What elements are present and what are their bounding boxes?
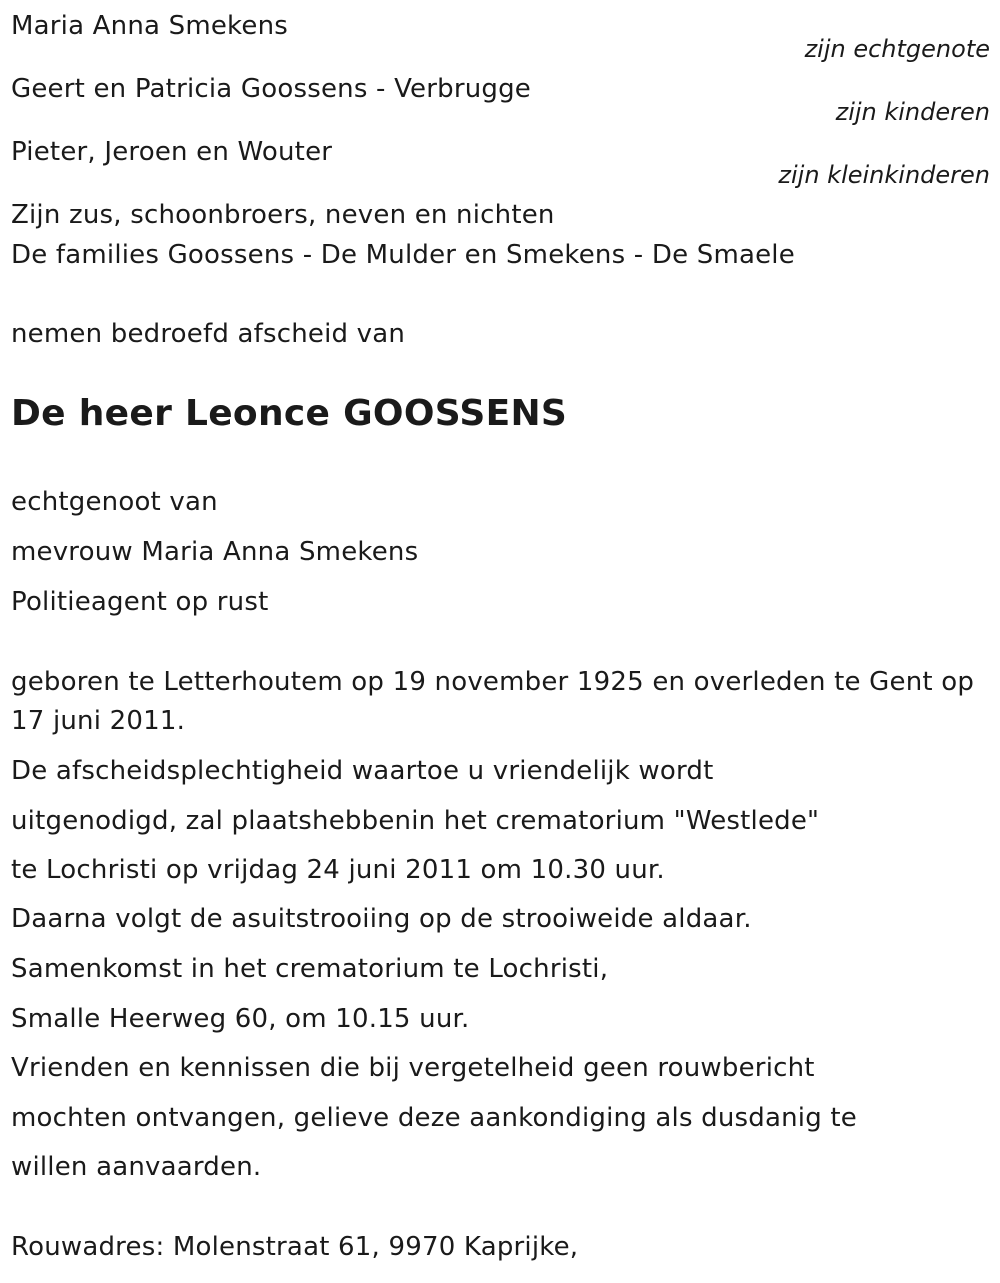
ceremony-line: mochten ontvangen, gelieve deze aankondiging als dusdanig te [11,1103,857,1133]
birth-death-line: 17 juni 2011. [11,706,186,736]
ceremony-line: Daarna volgt de asuitstrooiing op de strooiweide aldaar. [11,904,752,934]
family-member-name: Pieter, Jeroen en Wouter [11,137,333,167]
address-line: Rouwadres: Molenstraat 61, 9970 Kaprijke, [11,1232,579,1262]
detail-line: Politieagent op rust [11,587,269,617]
family-member-name: Geert en Patricia Goossens - Verbrugge [11,74,532,104]
ceremony-line: uitgenodigd, zal plaatshebbenin het crematorium "Westlede" [11,806,820,836]
family-member-name: Maria Anna Smekens [11,11,288,41]
intro-text: nemen bedroefd afscheid van [11,319,406,349]
detail-line: mevrouw Maria Anna Smekens [11,537,419,567]
ceremony-line: De afscheidsplechtigheid waartoe u vriendelijk wordt [11,756,714,786]
deceased-name: De heer Leonce GOOSSENS [11,393,568,434]
family-member-relation: zijn echtgenote [804,35,990,63]
extended-family-line: De families Goossens - De Mulder en Smekens - De Smaele [11,240,795,270]
birth-death-line: geboren te Letterhoutem op 19 november 1925 en overleden te Gent op [11,667,975,697]
detail-line: echtgenoot van [11,487,218,517]
extended-family-line: Zijn zus, schoonbroers, neven en nichten [11,200,555,230]
ceremony-line: willen aanvaarden. [11,1152,262,1182]
ceremony-line: Smalle Heerweg 60, om 10.15 uur. [11,1004,470,1034]
family-member-relation: zijn kleinkinderen [778,161,990,189]
ceremony-line: Samenkomst in het crematorium te Lochristi, [11,954,609,984]
ceremony-line: Vrienden en kennissen die bij vergetelheid geen rouwbericht [11,1053,815,1083]
ceremony-line: te Lochristi op vrijdag 24 juni 2011 om 10.30 uur. [11,855,665,885]
family-member-relation: zijn kinderen [835,98,990,126]
